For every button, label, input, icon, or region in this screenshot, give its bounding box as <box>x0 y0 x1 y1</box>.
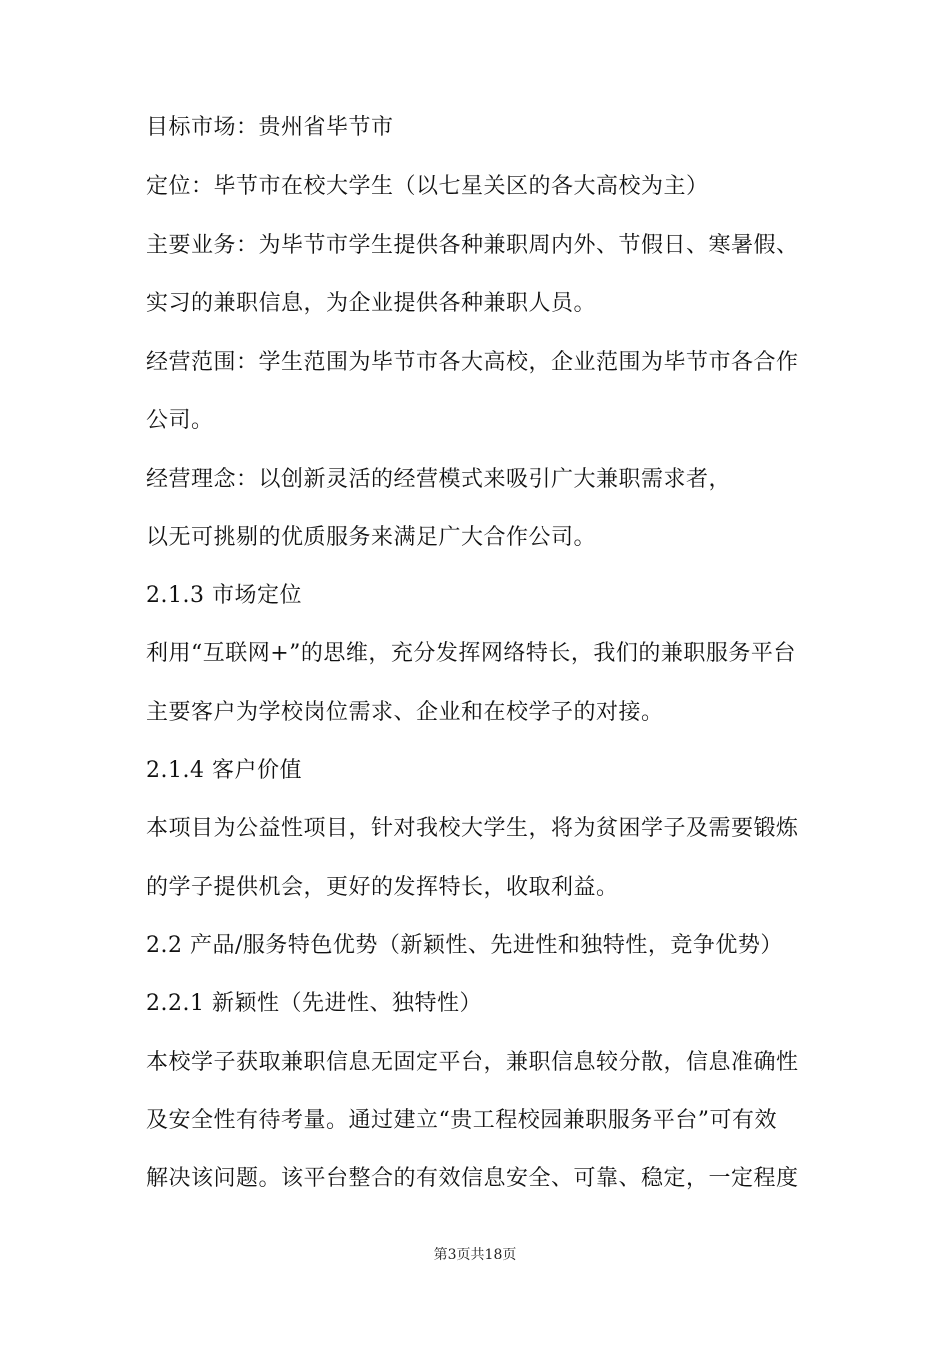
text-line-novelty-cont-2: 解决该问题。该平台整合的有效信息安全、可靠、稳定，一定程度 <box>146 1166 799 1191</box>
text-line-main-business-cont: 实习的兼职信息，为企业提供各种兼职人员。 <box>146 291 597 316</box>
text-line-business-scope-cont: 公司。 <box>146 408 214 433</box>
text-line-business-philosophy-cont: 以无可挑剔的优质服务来满足广大合作公司。 <box>146 525 597 550</box>
section-heading-2-1-3: 2.1.3 市场定位 <box>146 583 302 608</box>
section-heading-2-1-4: 2.1.4 客户价值 <box>146 758 302 783</box>
text-line-novelty: 本校学子获取兼职信息无固定平台，兼职信息较分散，信息准确性 <box>146 1050 799 1075</box>
text-line-market-positioning: 利用“互联网+”的思维，充分发挥网络特长，我们的兼职服务平台 <box>146 641 796 666</box>
text-line-business-philosophy: 经营理念：以创新灵活的经营模式来吸引广大兼职需求者， <box>146 467 732 492</box>
text-line-market-positioning-cont: 主要客户为学校岗位需求、企业和在校学子的对接。 <box>146 700 664 725</box>
page-number-footer: 第3页共18页 <box>433 1247 517 1263</box>
text-line-customer-value: 本项目为公益性项目，针对我校大学生，将为贫困学子及需要锻炼 <box>146 816 799 841</box>
text-line-target-market: 目标市场：贵州省毕节市 <box>146 115 394 140</box>
section-heading-2-2-1: 2.2.1 新颖性（先进性、独特性） <box>146 991 482 1016</box>
text-line-positioning: 定位：毕节市在校大学生（以七星关区的各大高校为主） <box>146 174 709 199</box>
text-line-novelty-cont: 及安全性有待考量。通过建立“贵工程校园兼职服务平台”可有效 <box>146 1108 777 1133</box>
text-line-customer-value-cont: 的学子提供机会，更好的发挥特长，收取利益。 <box>146 875 619 900</box>
text-line-business-scope: 经营范围：学生范围为毕节市各大高校，企业范围为毕节市各合作 <box>146 350 799 375</box>
text-line-main-business: 主要业务：为毕节市学生提供各种兼职周内外、节假日、寒暑假、 <box>146 233 799 258</box>
section-heading-2-2: 2.2 产品/服务特色优势（新颖性、先进性和独特性，竞争优势） <box>146 933 783 958</box>
